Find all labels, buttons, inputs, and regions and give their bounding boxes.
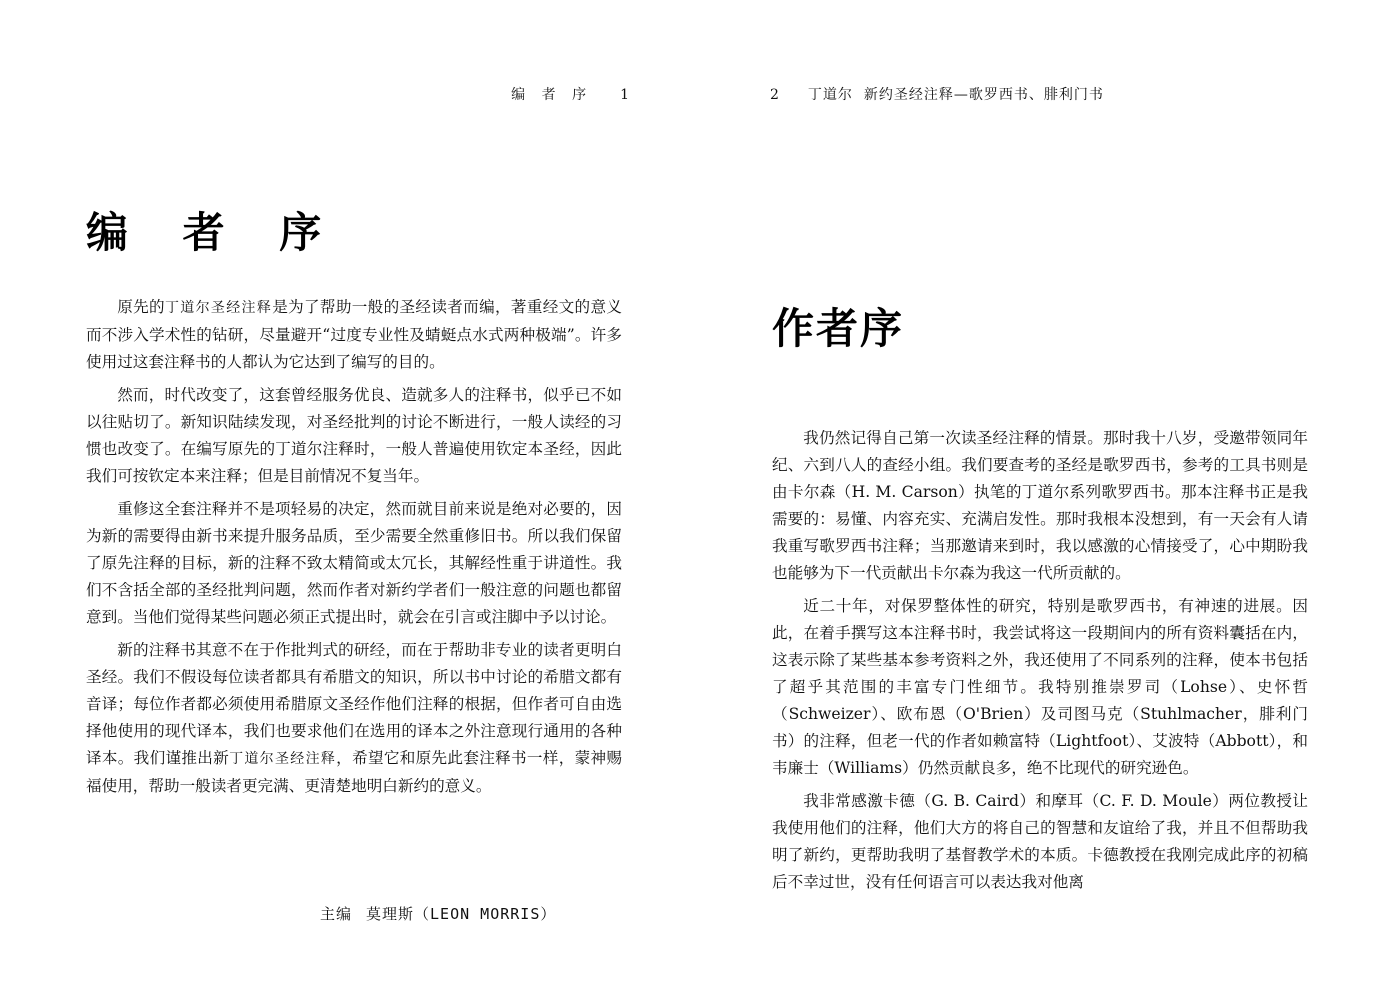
page-number: 2	[770, 87, 780, 103]
editor-signature	[320, 903, 556, 924]
chapter-title: 编 者 序	[86, 208, 342, 257]
series-name: 丁道尔圣经注释	[164, 300, 273, 316]
right-page	[700, 0, 1400, 989]
signature-name: 莫理斯（LEON MORRIS）	[366, 905, 557, 923]
paragraph: 我非常感激卡德（G. B. Caird）和摩耳（C. F. D. Moule）两位教授让我使用他们的注释，他们大方的将自己的智慧和友谊给了我，并且不但帮助我明了新约，更帮助我明了基督教学术的本质。卡德教授在我刚完成此序的初稿后不幸过世，没有任何语言可以表达我对他离	[772, 792, 1308, 891]
paragraph: 原先的丁道尔圣经注释是为了帮助一般的圣经读者而编，著重经文的意义而不涉入学术性的钻研，尽量避开“过度专业性及蜻蜓点水式两种极端”。许多使用过这套注释书的人都认为它达到了编写的目的。	[86, 298, 622, 371]
signature-role: 主编	[320, 905, 353, 923]
running-head-author: 丁道尔	[807, 87, 853, 103]
paragraph: 然而，时代改变了，这套曾经服务优良、造就多人的注释书，似乎已不如以往贴切了。新知识陆续发现，对圣经批判的讨论不断进行，一般人读经的习惯也改变了。在编写原先的丁道尔注释时，一般人普遍使用钦定本圣经，因此我们可按钦定本来注释；但是目前情况不复当年。	[86, 386, 622, 485]
paragraph: 近二十年，对保罗整体性的研究，特别是歌罗西书，有神速的进展。因此，在着手撰写这本注释书时，我尝试将这一段期间内的所有资料囊括在内，这表示除了某些基本参考资料之外，我还使用了不同系列的注释，使本书包括了超乎其范围的丰富专门性细节。我特别推崇罗司（Lohse）、史怀哲（Schweizer）、欧布恩（O'Brien）及司图马克（Stuhlmacher，腓利门书）的注释，但老一代的作者如赖富特（Lightfoot）、艾波特（Abbott），和韦廉士（Williams）仍然贡献良多，绝不比现代的研究逊色。	[772, 597, 1308, 777]
page-number: 1	[620, 87, 630, 103]
running-head-title: 新约圣经注释—歌罗西书、腓利门书	[863, 87, 1104, 103]
paragraph: 我仍然记得自己第一次读圣经注释的情景。那时我十八岁，受邀带领同年纪、六到八人的查经小组。我们要查考的圣经是歌罗西书，参考的工具书则是由卡尔森（H. M. Carson）执笔的丁道尔系列歌罗西书。那本注释书正是我需要的：易懂、内容充实、充满启发性。那时我根本没想到，有一天会有人请我重写歌罗西书注释；当那邀请来到时，我以感激的心情接受了，心中期盼我也能够为下一代贡献出卡尔森为我这一代所贡献的。	[772, 429, 1308, 582]
running-head-title: 编 者 序	[511, 87, 593, 103]
chapter-title: 作者序	[772, 304, 905, 353]
running-head-left	[511, 84, 630, 104]
body-text	[772, 425, 1308, 902]
running-head-right	[770, 84, 1104, 104]
series-name: 丁道尔圣经注释	[229, 751, 337, 767]
paragraph: 新的注释书其意不在于作批判式的研经，而在于帮助非专业的读者更明白圣经。我们不假设每位读者都具有希腊文的知识，所以书中讨论的希腊文都有音译；每位作者都必须使用希腊原文圣经作他们注释的根据，但作者可自由选择他使用的现代译本，我们也要求他们在选用的译本之外注意现行通用的各种译本。我们谨推出新丁道尔圣经注释，希望它和原先此套注释书一样，蒙神赐福使用，帮助一般读者更完满、更清楚地明白新约的意义。	[86, 641, 622, 795]
paragraph: 重修这全套注释并不是项轻易的决定，然而就目前来说是绝对必要的，因为新的需要得由新书来提升服务品质，至少需要全然重修旧书。所以我们保留了原先注释的目标，新的注释不致太精简或太冗长，其解经性重于讲道性。我们不含括全部的圣经批判问题，然而作者对新约学者们一般注意的问题也都留意到。当他们觉得某些问题必须正式提出时，就会在引言或注脚中予以讨论。	[86, 500, 622, 626]
body-text	[86, 294, 622, 806]
